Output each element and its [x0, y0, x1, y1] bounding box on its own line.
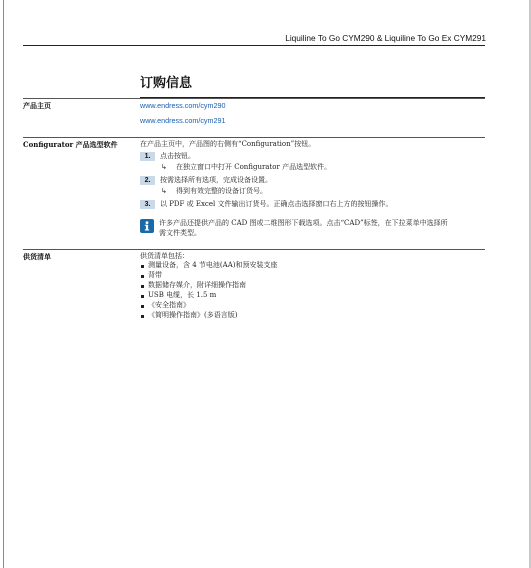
bullet-icon — [141, 285, 144, 288]
row-divider — [23, 137, 485, 138]
bullet-icon — [141, 265, 144, 268]
document-header-title: Liquiline To Go CYM290 & Liquiline To Go Ex CYM291 — [285, 33, 486, 43]
row-label-product-page: 产品主页 — [23, 101, 51, 110]
step-result: 在独立窗口中打开 Configurator 产品选型软件。 — [176, 163, 332, 171]
link-cym290[interactable]: www.endress.com/cym290 — [140, 101, 226, 110]
list-item: 《简明操作指南》(多语言版) — [148, 311, 238, 319]
list-item: USB 电缆，长 1.5 m — [148, 291, 217, 299]
header-rule — [23, 45, 485, 46]
scope-intro: 供货清单包括： — [140, 252, 189, 260]
step-number: 1. — [140, 152, 155, 161]
bullet-icon — [141, 305, 144, 308]
row-divider — [23, 249, 485, 250]
list-item: 背带 — [148, 271, 162, 279]
page-edge-left — [3, 0, 4, 568]
step-result: 得到有效完整的设备订货号。 — [176, 187, 267, 195]
result-arrow-icon: ↳ — [161, 163, 167, 171]
note-text-line1: 许多产品还提供产品的 CAD 图或二维图形下载选项。点击“CAD”标签，在下拉菜单中选择所 — [159, 219, 448, 227]
row-divider — [23, 98, 485, 99]
list-item: 测量设备，含 4 节电池(AA)和预安装支座 — [148, 261, 278, 269]
result-arrow-icon: ↳ — [161, 187, 167, 195]
link-cym291[interactable]: www.endress.com/cym291 — [140, 116, 226, 125]
step-number: 2. — [140, 176, 155, 185]
bullet-icon — [141, 295, 144, 298]
configurator-intro: 在产品主页中，产品图的右侧有“Configuration”按钮。 — [140, 140, 316, 148]
step-number: 3. — [140, 200, 155, 209]
row-label-configurator: Configurator 产品选型软件 — [23, 140, 118, 149]
row-label-scope: 供货清单 — [23, 252, 51, 261]
list-item: 数据储存媒介，附详细操作指南 — [148, 281, 246, 289]
bullet-icon — [141, 275, 144, 278]
step-text: 以 PDF 或 Excel 文件输出订货号。正确点击选择窗口右上方的按钮操作。 — [160, 200, 393, 208]
step-text: 按需选择所有选项，完成设备设置。 — [160, 176, 272, 184]
page-title: 订购信息 — [140, 76, 193, 91]
info-icon — [140, 219, 154, 233]
bullet-icon — [141, 315, 144, 318]
note-text-line2: 需文件类型。 — [159, 229, 201, 237]
list-item: 《安全指南》 — [148, 301, 190, 309]
step-text: 点击按钮。 — [160, 152, 195, 160]
